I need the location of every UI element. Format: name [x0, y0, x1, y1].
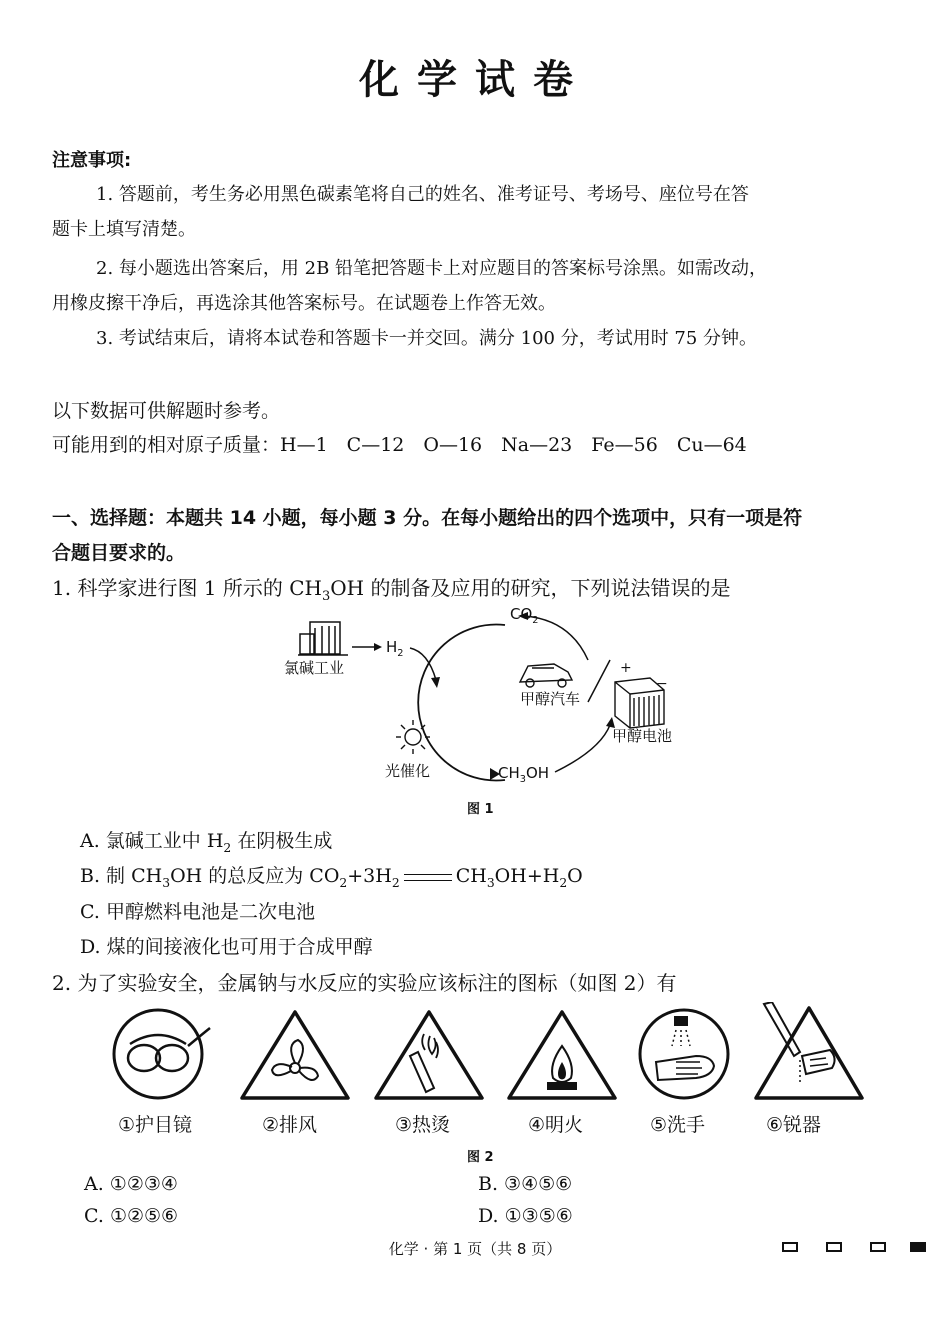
icon-label-goggles: ①护目镜 [118, 1114, 193, 1136]
open-flame-icon [503, 1006, 621, 1102]
question-1-stem: 1. 科学家进行图 1 所示的 $CH_3OH$ 的制备及应用的研究，下列说法错误的是 [52, 576, 731, 604]
label-methanol-car: 甲醇汽车 [520, 690, 581, 708]
reference-line-1: 以下数据可供解题时参考。 [52, 400, 281, 422]
icon-label-hot: ③热烫 [395, 1114, 451, 1136]
page-marker-4 [910, 1242, 926, 1252]
label-photocatalysis: 光催化 [385, 762, 431, 780]
notice-line-1b: 题卡上填写清楚。 [52, 219, 196, 240]
page-footer: 化学 · 第 1 页（共 8 页） [388, 1240, 562, 1258]
hand-wash-icon [636, 1006, 734, 1102]
notice-heading: 注意事项: [52, 150, 132, 171]
q1-option-a: A. 氯碱工业中 $H_2$ 在阴极生成 [80, 830, 333, 855]
factory-icon [298, 622, 348, 655]
cycle-circle [418, 625, 505, 781]
q2-option-a: A. ①②③④ [84, 1173, 178, 1195]
car-icon [520, 664, 572, 687]
goggles-icon [110, 1006, 214, 1102]
svg-text:−: − [656, 676, 668, 692]
q2-option-d: D. ①③⑤⑥ [478, 1205, 573, 1227]
reference-line-2: 可能用到的相对原子质量：H—1 C—12 O—16 Na—23 Fe—56 Cu—64 [52, 434, 747, 456]
section-heading-2: 合题目要求的。 [52, 542, 186, 564]
q1-option-d: D. 煤的间接液化也可用于合成甲醇 [80, 936, 373, 958]
label-co2: $CO_2$ [510, 605, 539, 626]
figure-1-diagram [270, 600, 710, 815]
notice-line-1a: 1. 答题前，考生务必用黑色碳素笔将自己的姓名、准考证号、考场号、座位号在答 [96, 184, 749, 205]
page-marker-1 [782, 1242, 798, 1252]
notice-line-2b: 用橡皮擦干净后，再选涂其他答案标号。在试题卷上作答无效。 [52, 293, 556, 314]
section-heading-1: 一、选择题：本题共 14 小题，每小题 3 分。在每小题给出的四个选项中，只有一项是符 [52, 507, 803, 529]
icon-label-ventilation: ②排风 [262, 1114, 318, 1136]
notice-line-2a: 2. 每小题选出答案后，用 2B 铅笔把答题卡上对应题目的答案标号涂黑。如需改动， [96, 258, 768, 279]
question-2-stem: 2. 为了实验安全，金属钠与水反应的实验应该标注的图标（如图 2）有 [52, 971, 677, 995]
icon-label-sharps: ⑥锐器 [766, 1114, 822, 1136]
hot-surface-icon [370, 1006, 488, 1102]
icon-label-wash: ⑤洗手 [650, 1114, 706, 1136]
q1-option-c: C. 甲醇燃料电池是二次电池 [80, 901, 315, 923]
label-ch3oh: $CH_3OH$ [498, 764, 550, 785]
notice-line-3: 3. 考试结束后，请将本试卷和答题卡一并交回。满分 100 分，考试用时 75 分钟。 [96, 328, 758, 349]
sharp-object-icon [750, 1002, 868, 1102]
label-h2: $H_2$ [386, 638, 404, 659]
svg-text:+: + [620, 660, 632, 676]
fan-icon [236, 1006, 354, 1102]
sun-icon [396, 720, 430, 754]
battery-icon [615, 660, 668, 728]
figure-1-caption: 图 1 [467, 802, 494, 817]
page-marker-3 [870, 1242, 886, 1252]
label-methanol-battery: 甲醇电池 [612, 727, 673, 745]
page-title: 化学试卷 [359, 56, 591, 103]
q2-option-c: C. ①②⑤⑥ [84, 1205, 179, 1227]
figure-2-caption: 图 2 [467, 1150, 494, 1165]
q1-option-b: B. 制 $CH_3OH$ 的总反应为 $CO_2+3H_2$ $CH_3OH+H_2O$ [80, 865, 583, 890]
icon-label-flame: ④明火 [528, 1114, 584, 1136]
q2-option-b: B. ③④⑤⑥ [478, 1173, 573, 1195]
equals-double-line [404, 874, 452, 881]
page-marker-2 [826, 1242, 842, 1252]
label-chlor-alkali: 氯碱工业 [284, 659, 345, 677]
